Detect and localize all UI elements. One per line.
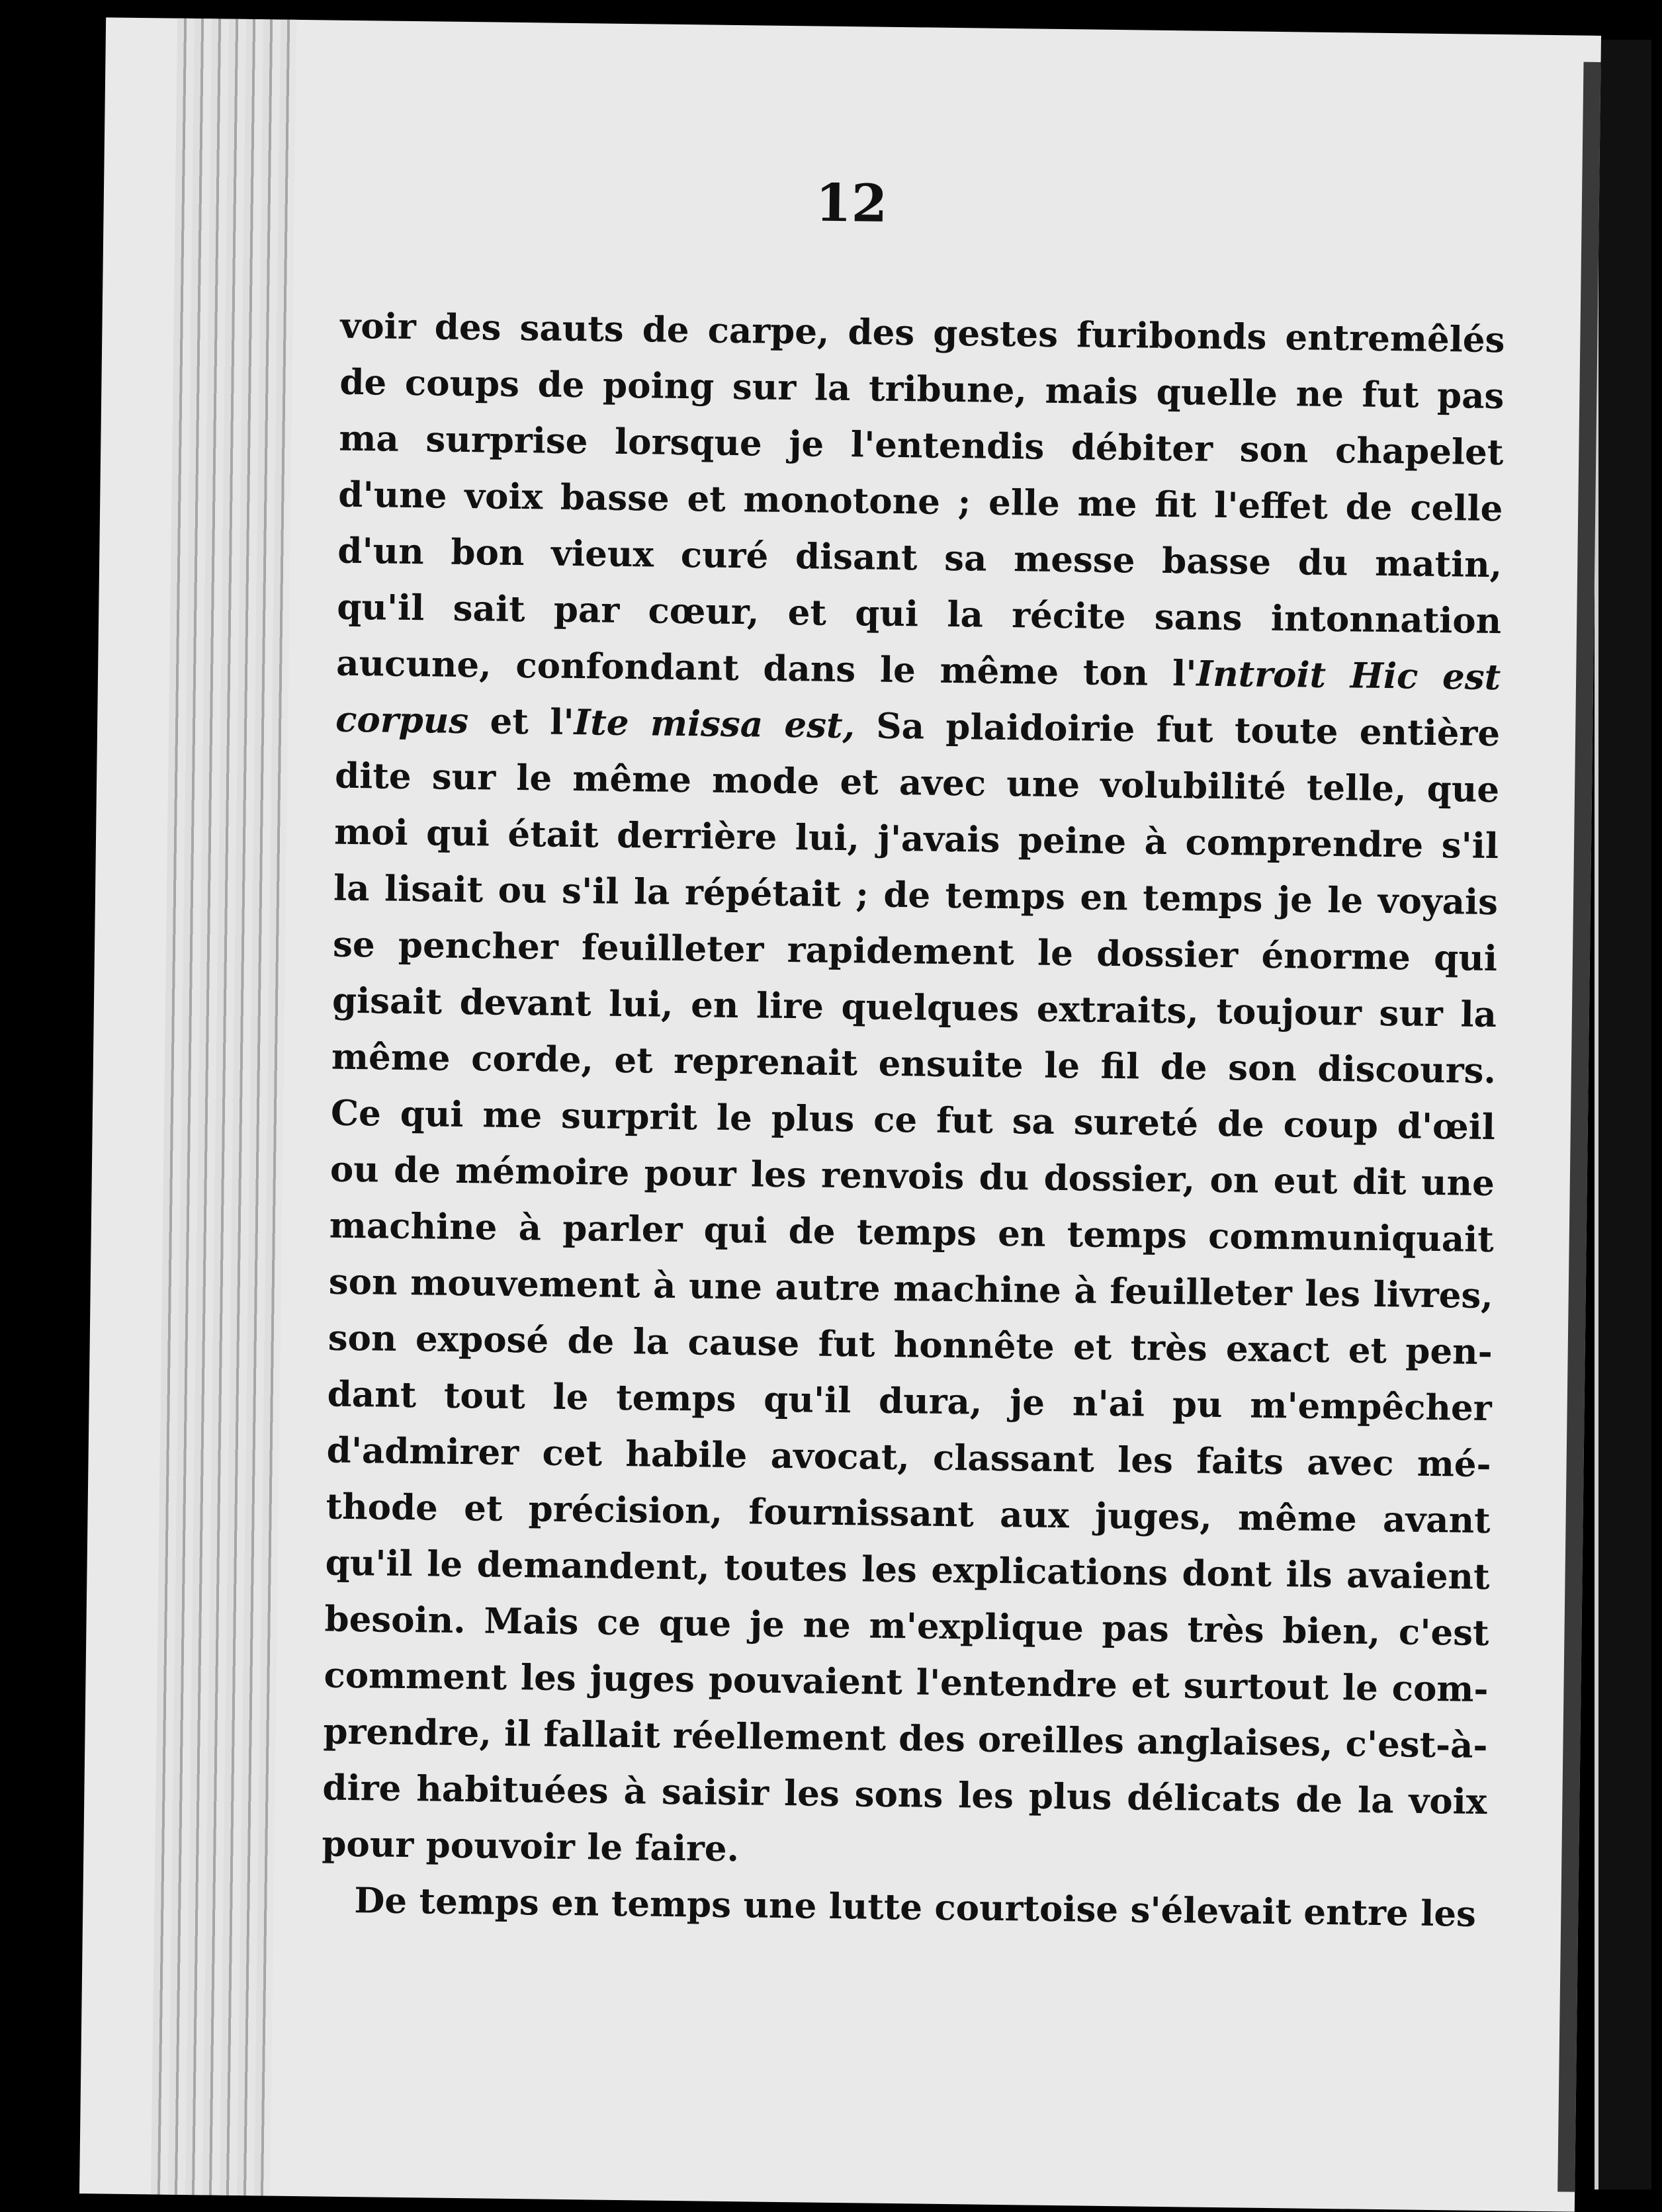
- text-run: la lisait ou s'il la répétait ; de temps en temps je le voyais: [333, 867, 1499, 923]
- text-run: gisait devant lui, en lire quelques extraits, toujour sur la: [331, 980, 1497, 1036]
- text-run: de coups de poing sur la tribune, mais quelle ne fut pas: [339, 361, 1505, 417]
- text-run: prendre, il fallait réellement des oreilles anglaises, c'est-à-: [323, 1711, 1488, 1767]
- text-run: pour pouvoir le faire.: [322, 1823, 740, 1870]
- text-run: d'une voix basse et monotone ; elle me fit l'effet de celle: [338, 474, 1503, 530]
- text-run: qu'il sait par cœur, et qui la récite sans intonnation: [336, 586, 1502, 642]
- text-run: même corde, et reprenait ensuite le fil de son discours.: [331, 1036, 1497, 1092]
- text-run: besoin. Mais ce que je ne m'explique pas très bien, c'est: [324, 1598, 1489, 1654]
- text-run: dire habituées à saisir les sons les plus délicats de la voix: [322, 1767, 1487, 1823]
- text-run: ma surprise lorsque je l'entendis débiter son chapelet: [339, 417, 1504, 474]
- text-run: machine à parler qui de temps en temps communiquait: [329, 1205, 1495, 1261]
- body-text: [321, 298, 1505, 1943]
- text-run: d'un bon vieux curé disant sa messe basse du matin,: [337, 530, 1503, 586]
- text-run: thode et précision, fournissant aux juges, même avant: [326, 1486, 1491, 1542]
- italic-phrase: Ite missa est,: [574, 702, 855, 747]
- text-run: comment les juges pouvaient l'entendre et surtout le com-: [324, 1654, 1489, 1711]
- text-run: son exposé de la cause fut honnête et très exact et pen-: [328, 1317, 1493, 1373]
- facing-page-edge: [1595, 40, 1651, 2190]
- text-run: son mouvement à une autre machine à feuilleter les livres,: [328, 1261, 1494, 1317]
- text-run: dant tout le temps qu'il dura, je n'ai pu m'empêcher: [327, 1373, 1493, 1429]
- italic-phrase: corpus: [335, 699, 469, 742]
- text-run: moi qui était derrière lui, j'avais peine à comprendre s'il: [333, 811, 1499, 867]
- text-run: qu'il le demandent, toutes les explications dont ils avaient: [325, 1542, 1490, 1598]
- text-run: d'admirer cet habile avocat, classant les faits avec mé-: [326, 1429, 1491, 1486]
- text-run: se pencher feuilleter rapidement le dossier énorme qui: [332, 923, 1498, 980]
- text-run: et l': [468, 701, 574, 744]
- text-run: Sa plaidoirie fut toute entière: [854, 705, 1501, 755]
- text-run: ou de mémoire pour les renvois du dossier, on eut dit une: [329, 1148, 1495, 1205]
- page-gutter: [151, 19, 296, 2196]
- text-run: aucune, confondant dans le même ton l': [335, 642, 1197, 695]
- text-run: De temps en temps une lutte courtoise s'élevait entre les: [354, 1880, 1477, 1935]
- text-run: voir des sauts de carpe, des gestes furibonds entremêlés: [340, 305, 1505, 361]
- book-page: [79, 17, 1601, 2211]
- text-run: dite sur le même mode et avec une volubilité telle, que: [334, 755, 1500, 811]
- text-run: Ce qui me surprit le plus ce fut sa sureté de coup d'œil: [330, 1092, 1496, 1148]
- page-number: 12: [814, 173, 888, 234]
- italic-phrase: Introit Hic est: [1196, 653, 1501, 699]
